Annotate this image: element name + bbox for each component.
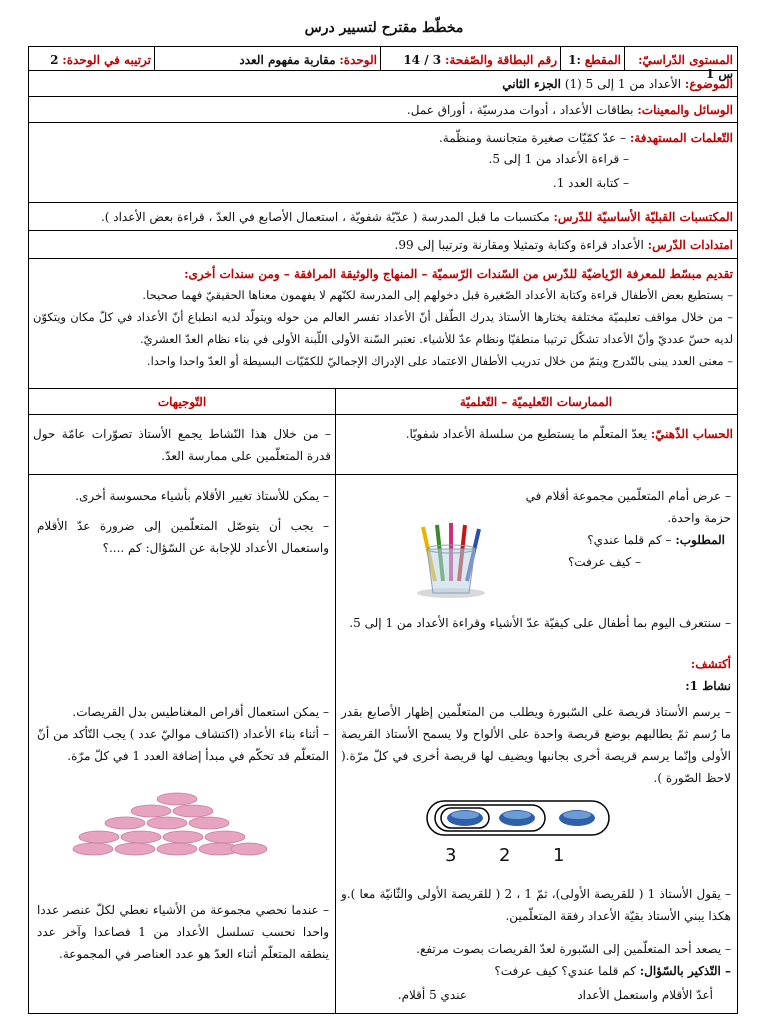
guidance-note-4: – أثناء بناء الأعداد (اكتشاف مواليّ عدد ) يجب التّأكد من أنّ المتعلّم قد تحكّم في مبدأ إضافة العدد 1 في كلّ مرّة.: [37, 727, 329, 763]
order-cell: [29, 51, 155, 70]
practices-column: [335, 475, 737, 1013]
page-title: مخطّط مقترح لتسيير درس: [304, 20, 464, 36]
level-value: س 1: [705, 67, 733, 81]
mental-value: يعدّ المتعلّم ما يستطيع من سلسلة الأعداد شفويّا.: [405, 427, 647, 441]
approach-row: [29, 259, 737, 389]
reminder-line: [341, 961, 731, 981]
student-climbs: – يصعد أحد المتعلّمين إلى السّبورة لعدّ القريصات بصوت مرتفع.: [416, 942, 731, 956]
approach-label: تقديم مبسّط للمعرفة الرّياضيّة للدّرس من السّندات الرّسميّة – المنهاج والوثيقة المرافقة – ومن سندات أخرى:: [184, 267, 733, 281]
discover-label: أكتشف:: [690, 657, 731, 671]
topic-value: الأعداد من 1 إلى 5 (1): [564, 77, 682, 91]
teacher-says: – يقول الأستاذ 1 ( للقريصة الأولى)، ثمّ 1 ، 2 ( للقريصة الأولى والثّانيّة معا ).و هكذا يبني الأستاذ بقيّة الأعداد رفقة المتعلّمين.: [341, 887, 731, 923]
columns-header-row: [29, 389, 737, 415]
objective-2: – قراءة الأعداد من 1 إلى 5.: [488, 152, 629, 166]
pencil-cup-icon: [409, 521, 493, 599]
extensions-value: الأعداد قراءة وكتابة وتمثيلا ومقارنة وترتيبا إلى 99.: [394, 238, 644, 252]
segment-value: :1: [568, 53, 581, 67]
unit-value: مقاربة مفهوم العدد: [239, 53, 336, 67]
disc-number-3: 3: [445, 845, 457, 866]
mental-note: – من خلال هذا النّشاط يجمع الأستاذ تصوّرات عامّة حول قدرة المتعلّمين على ممارسة العدّ.: [33, 427, 331, 463]
reminder-label: – التّذكير بالسّؤال:: [639, 964, 731, 978]
objectives-label: التّعلمات المستهدفة:: [629, 131, 733, 145]
approach-paragraph-3: – معنى العدد يبنى بالتّدرج ويتمّ من خلال تدريب الأطفال الاعتماد على الإدراك الإجماليّ للكمّيّات البسيطة أو العدّ واحدا واحدا.: [146, 354, 733, 368]
tools-label: الوسائل والمعينات:: [637, 103, 733, 117]
card-label: رقم البطاقة والصّفحة:: [444, 53, 557, 67]
approach-paragraph-2: – من خلال مواقف تعليميّة مختلفة يختارها الأستاذ يدرك الطّفل أنّ الأعداد تفسر العالم من حوله ويتولّد لديه انطباع أنّ الأعداد في كلّ مكان ويتكوّن لديه حسّ عدديّ وأنّ الأعداد تشكّل ترتيبا منطقيّا ونظام عدّ للأشياء. تعتبر السّنة الأولى اللّبنة الأولى في بناء نظام العدّ العشريّ.: [33, 310, 733, 346]
header-row: [29, 47, 737, 81]
unit-cell: [155, 51, 381, 70]
mental-label: الحساب الذّهنيّ:: [650, 427, 733, 441]
guidance-note-2: – يجب أن يتوصّل المتعلّمين إلى ضرورة عدّ الأقلام واستعمال الأعداد للإجابة عن السّؤال: كم ....؟: [37, 519, 329, 555]
mental-row: [29, 415, 737, 475]
lesson-plan-table: [28, 46, 738, 1014]
prerequisites-value: مكتسبات ما قبل المدرسة ( عدّيّة شفويّة ، استعمال الأصابع في العدّ ، قراءة بعض الأعداد ).: [100, 210, 550, 224]
intro-line-1: – عرض أمام المتعلّمين مجموعة أقلام في حزمة واحدة.: [525, 489, 731, 525]
disc-number-2: 2: [499, 845, 511, 866]
discs-illustration: [425, 797, 645, 865]
disc-number-1: 1: [553, 845, 565, 866]
practices-header: الممارسات التّعليميّة – التّعلميّة: [459, 395, 613, 409]
guidance-column: [29, 475, 335, 1013]
main-row: [29, 475, 737, 1013]
level-cell: [625, 51, 737, 81]
pink-tablets-icon: [69, 787, 269, 859]
objectives-row: [29, 123, 737, 203]
objective-3: – كتابة العدد 1.: [552, 176, 629, 190]
topic-row: [29, 71, 737, 97]
required-label: المطلوب:: [675, 533, 725, 547]
prerequisites-label: المكتسبات القبليّة الأساسيّة للدّرس:: [553, 210, 733, 224]
tools-value: بطاقات الأعداد ، أدوات مدرسيّة ، أوراق عمل.: [406, 103, 634, 117]
answer-five-pencils: عندي 5 أقلام.: [397, 988, 467, 1002]
prerequisites-row: [29, 203, 737, 231]
level-label: المستوى الدّراسيّ:: [638, 53, 733, 67]
extensions-label: امتدادات الدّرس:: [647, 238, 733, 252]
guidance-note-3: – يمكن استعمال أقراص المغناطيس بدل القريصات.: [72, 705, 329, 719]
extensions-row: [29, 231, 737, 259]
tools-row: [29, 97, 737, 123]
reminder-question: كم قلما عندي؟ كيف عرفت؟: [494, 964, 636, 978]
guidance-note-5: – عندما نحصي مجموعة من الأشياء نعطي لكلّ عنصر عددا واحدا نحسب تسلسل الأعداد من 1 فصاعدا وآخر عدد ينطقه المتعلّم أثناء العدّ هو عدد العناصر في المجموعة.: [37, 903, 329, 961]
guidance-header: التّوجيهات: [157, 395, 207, 409]
segment-cell: [561, 51, 625, 70]
order-value: 2: [50, 53, 59, 67]
objective-1: – عدّ كمّيّات صغيرة متجانسة ومنظّمة.: [438, 131, 627, 145]
order-label: ترتيبه في الوحدة:: [62, 53, 151, 67]
question-count: – كم قلما عندي؟: [587, 533, 672, 547]
unit-label: الوحدة:: [339, 53, 377, 67]
topic-part: الجزء الثاني: [502, 77, 561, 91]
answer-count: أعدّ الأقلام واستعمل الأعداد: [577, 988, 713, 1002]
topic-label: الموضوع:: [684, 77, 733, 91]
question-how: – كيف عرفت؟: [567, 555, 641, 569]
segment-label: المقطع: [584, 53, 621, 67]
approach-paragraph-1: – يستطيع بعض الأطفال قراءة وكتابة الأعداد الصّغيرة قبل دخولهم إلى المدرسة لكنّهم لا يفهمون معناها الحقيقيّ فهما صحيحا.: [142, 288, 733, 302]
card-cell: [381, 51, 561, 70]
guidance-note-1: – يمكن للأستاذ تغيير الأقلام بأشياء محسوسة أخرى.: [75, 489, 329, 503]
card-value: 3 / 14: [403, 53, 442, 67]
intro-line-2: – سنتعرف اليوم بما أطفال على كيفيّة عدّ الأشياء وقراءة الأعداد من 1 إلى 5.: [349, 616, 731, 630]
activity-label: نشاط 1:: [685, 679, 731, 693]
activity-description: – يرسم الأستاذ قريصة على السّبورة ويطلب من المتعلّمين إظهار الأصابع بقدر ما رُسم ثمّ يطالبهم بوضع قريصة واحدة على الألواح ولا يسمح الأستاذ القريصة الأولى وإنّما يرسم قريصة أخرى بجانبها ويضيف لها قريصة أخرى في كلّ مرّة.( لاحظ الصّورة ).: [341, 705, 731, 785]
